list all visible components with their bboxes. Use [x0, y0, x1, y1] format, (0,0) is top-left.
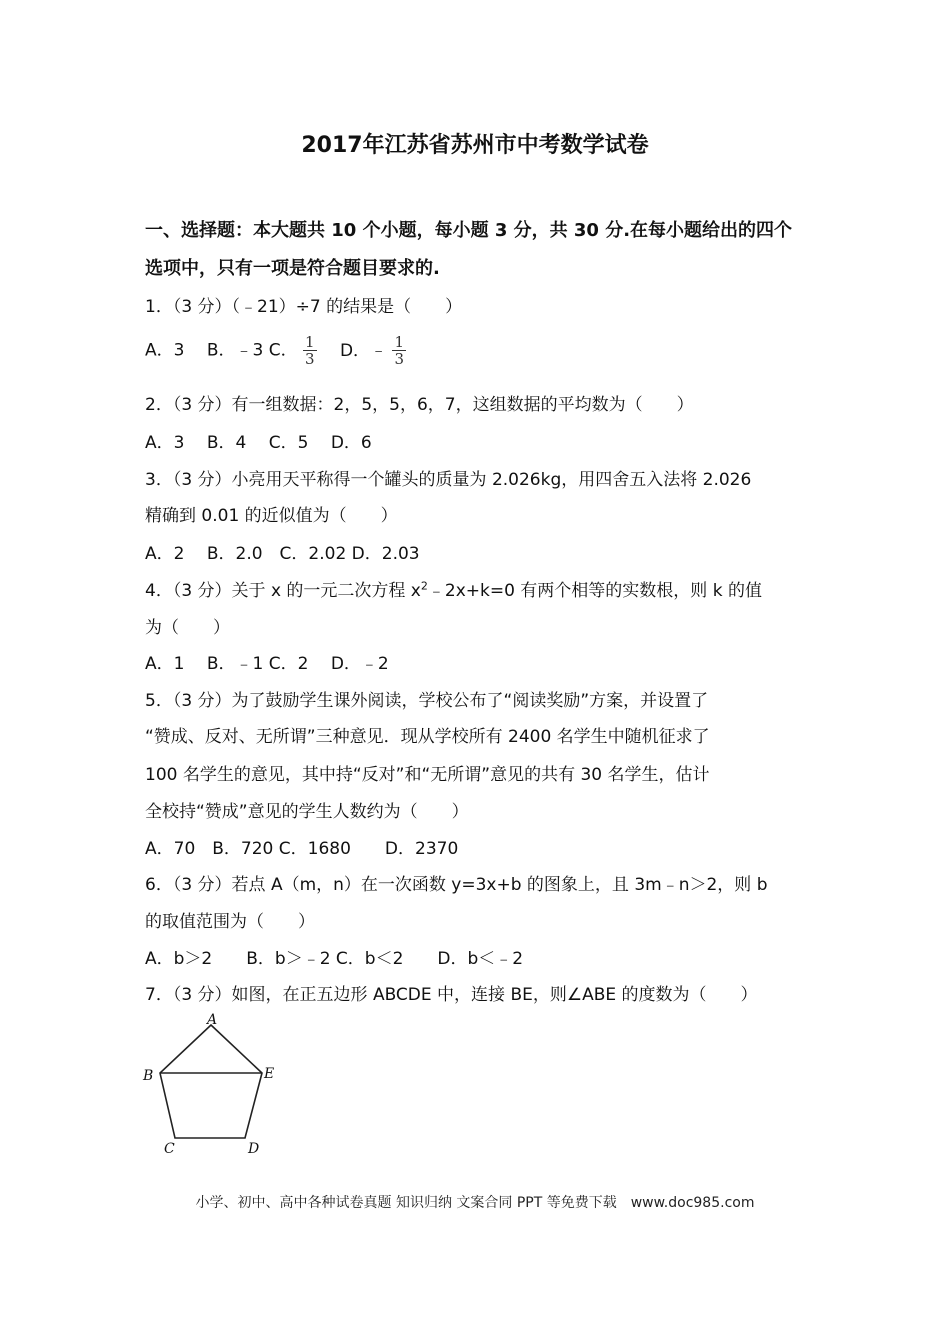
section-heading-line2: 选项中，只有一项是符合题目要求的.: [145, 258, 440, 279]
question-4-exponent: 2: [420, 579, 428, 593]
question-4-stem-part1: 4．（3 分）关于 x 的一元二次方程 x: [145, 581, 421, 601]
question-3-stem-line1: 3．（3 分）小亮用天平称得一个罐头的质量为 2.026kg，用四舍五入法将 2.026: [145, 470, 752, 490]
question-4-stem-line2: 为（ ）: [145, 618, 230, 638]
question-5-stem-line2: “赞成、反对、无所谓”三种意见．现从学校所有 2400 名学生中随机征求了: [145, 727, 710, 747]
question-1-option-d-sign: ﹣: [370, 340, 388, 361]
question-6-stem-line1: 6．（3 分）若点 A（m，n）在一次函数 y=3x+b 的图象上，且 3m﹣n＞2，则 b: [145, 875, 768, 895]
question-1-stem: 1．（3 分）（﹣21）÷7 的结果是（ ）: [145, 297, 463, 317]
question-2-options: A．3 B．4 C．5 D．6: [145, 433, 372, 453]
question-1-options: [145, 334, 406, 367]
question-1-option-d-fraction: [392, 334, 406, 367]
fraction-numerator: 1: [394, 333, 405, 351]
vertex-label-c: C: [164, 1141, 175, 1157]
question-2-stem: 2．（3 分）有一组数据：2，5，5，6，7，这组数据的平均数为（ ）: [145, 395, 694, 415]
question-1-options-ab: A．3 B．﹣3: [145, 340, 264, 361]
question-3-options: A．2 B．2.0 C．2.02 D．2.03: [145, 544, 420, 564]
question-5-options: A．70 B．720 C．1680 D．2370: [145, 839, 459, 859]
question-6-stem-line2: 的取值范围为（ ）: [145, 912, 315, 932]
question-1-option-c-label: C．: [268, 340, 298, 361]
question-6-options: A．b＞2 B．b＞﹣2 C．b＜2 D．b＜﹣2: [145, 949, 524, 969]
vertex-label-e: E: [264, 1066, 275, 1082]
fraction-denominator: 3: [394, 350, 405, 368]
vertex-label-b: B: [143, 1068, 154, 1084]
question-3-stem-line2: 精确到 0.01 的近似值为（ ）: [145, 506, 398, 526]
question-5-stem-line1: 5．（3 分）为了鼓励学生课外阅读，学校公布了“阅读奖励”方案，并设置了: [145, 691, 709, 711]
pentagon-shape: [160, 1025, 262, 1138]
pentagon-figure: [135, 1010, 285, 1160]
vertex-label-a: A: [207, 1012, 218, 1028]
section-heading-line1: 一、选择题：本大题共 10 个小题，每小题 3 分，共 30 分.在每小题给出的四个: [145, 220, 793, 241]
vertex-label-d: D: [248, 1141, 260, 1157]
question-7-stem: 7．（3 分）如图，在正五边形 ABCDE 中，连接 BE，则∠ABE 的度数为（ ）: [145, 985, 758, 1005]
question-4-stem-part2: ﹣2x+k=0 有两个相等的实数根，则 k 的值: [427, 581, 762, 601]
question-1-option-c-fraction: [303, 334, 317, 367]
question-4-stem-line1: [145, 576, 762, 601]
question-5-stem-line3: 100 名学生的意见，其中持“反对”和“无所谓”意见的共有 30 名学生，估计: [145, 765, 710, 785]
question-4-options: A．1 B．﹣1 C．2 D．﹣2: [145, 654, 389, 674]
fraction-denominator: 3: [305, 350, 315, 368]
question-1-option-d-label: D．: [339, 340, 371, 361]
page-footer: 小学、初中、高中各种试卷真题 知识归纳 文案合同 PPT 等免费下载 www.doc985.com: [195, 1195, 755, 1211]
page-title: 2017年江苏省苏州市中考数学试卷: [301, 133, 649, 158]
question-5-stem-line4: 全校持“赞成”意见的学生人数约为（ ）: [145, 802, 469, 822]
fraction-numerator: 1: [305, 333, 315, 351]
